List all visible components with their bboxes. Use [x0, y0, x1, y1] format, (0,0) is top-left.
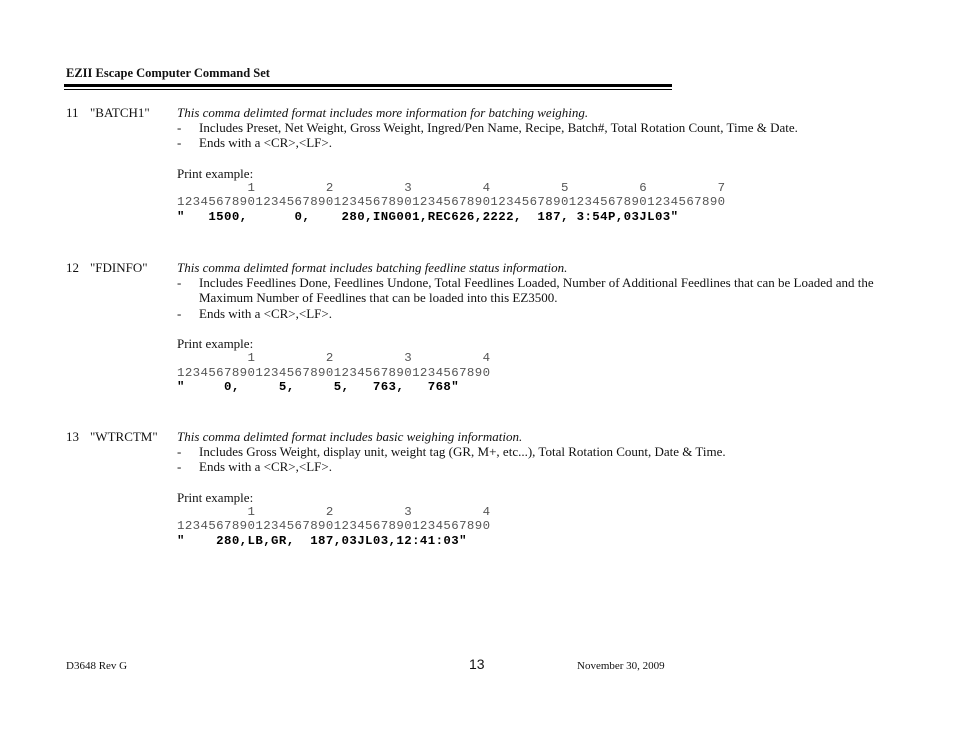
print-example-output: " 280,LB,GR, 187,03JL03,12:41:03": [177, 534, 467, 548]
command-number: 11: [66, 105, 79, 120]
bullet-text: Includes Preset, Net Weight, Gross Weight, Ingred/Pen Name, Recipe, Batch#, Total Rotation Count, Time & Date.: [199, 120, 798, 136]
print-example-label: Print example:: [177, 489, 254, 505]
header-rule-thin: [64, 89, 672, 90]
bullet-text: Ends with a <CR>,<LF>.: [199, 459, 332, 475]
column-ruler-units: 1234567890123456789012345678901234567890123456789012345678901234567890: [177, 195, 726, 210]
column-ruler-tens: 1 2 3 4: [177, 351, 491, 366]
bullet-item: [177, 135, 798, 150]
command-name: "FDINFO": [90, 260, 148, 275]
bullet-item: [177, 120, 798, 135]
column-ruler-tens: 1 2 3 4 5 6 7: [177, 180, 726, 195]
command-number: 13: [66, 429, 79, 444]
footer-date: November 30, 2009: [577, 660, 665, 672]
bullet-text: Ends with a <CR>,<LF>.: [199, 135, 332, 151]
footer-document-id: D3648 Rev G: [66, 660, 128, 672]
command-name: "WTRCTM": [90, 429, 158, 444]
bullet-item: [177, 459, 726, 474]
command-description: This comma delimted format includes batching feedline status information.: [177, 260, 568, 275]
bullet-item: [177, 444, 726, 459]
footer-page-number: 13: [469, 656, 485, 672]
command-name: "BATCH1": [90, 105, 150, 120]
bullet-dash: -: [177, 120, 182, 136]
column-ruler-tens: 1 2 3 4: [177, 504, 491, 519]
bullet-text: Includes Gross Weight, display unit, weight tag (GR, M+, etc...), Total Rotation Count, Date & Time.: [199, 444, 726, 460]
command-body: [177, 105, 798, 225]
bullet-item: [177, 306, 891, 321]
command-description: This comma delimted format includes basic weighing information.: [177, 429, 523, 444]
bullet-dash: -: [177, 444, 182, 460]
command-description: This comma delimted format includes more information for batching weighing.: [177, 105, 589, 120]
column-ruler-units: 1234567890123456789012345678901234567890: [177, 519, 491, 534]
bullet-dash: -: [177, 275, 182, 291]
bullet-dash: -: [177, 135, 182, 151]
print-example-output: " 1500, 0, 280,ING001,REC626,2222, 187, 3:54P,03JL03": [177, 210, 679, 224]
column-ruler-units: 1234567890123456789012345678901234567890: [177, 365, 491, 380]
bullet-item: [177, 275, 891, 305]
print-example-label: Print example:: [177, 335, 254, 351]
command-body: [177, 429, 726, 549]
bullet-dash: -: [177, 305, 182, 321]
bullet-text: Includes Feedlines Done, Feedlines Undone, Total Feedlines Loaded, Number of Additional Feedlines that can be Loaded and the Maximum Number of Feedlines that can be loaded into this EZ3500.: [199, 275, 874, 306]
print-example-output: " 0, 5, 5, 763, 768": [177, 380, 460, 395]
document-header-title: EZII Escape Computer Command Set: [66, 66, 270, 80]
command-number: 12: [66, 260, 79, 275]
command-body: [177, 260, 891, 395]
print-example-label: Print example:: [177, 165, 254, 181]
header-rule-thick: [64, 84, 672, 87]
bullet-dash: -: [177, 459, 182, 475]
bullet-text: Ends with a <CR>,<LF>.: [199, 305, 332, 321]
